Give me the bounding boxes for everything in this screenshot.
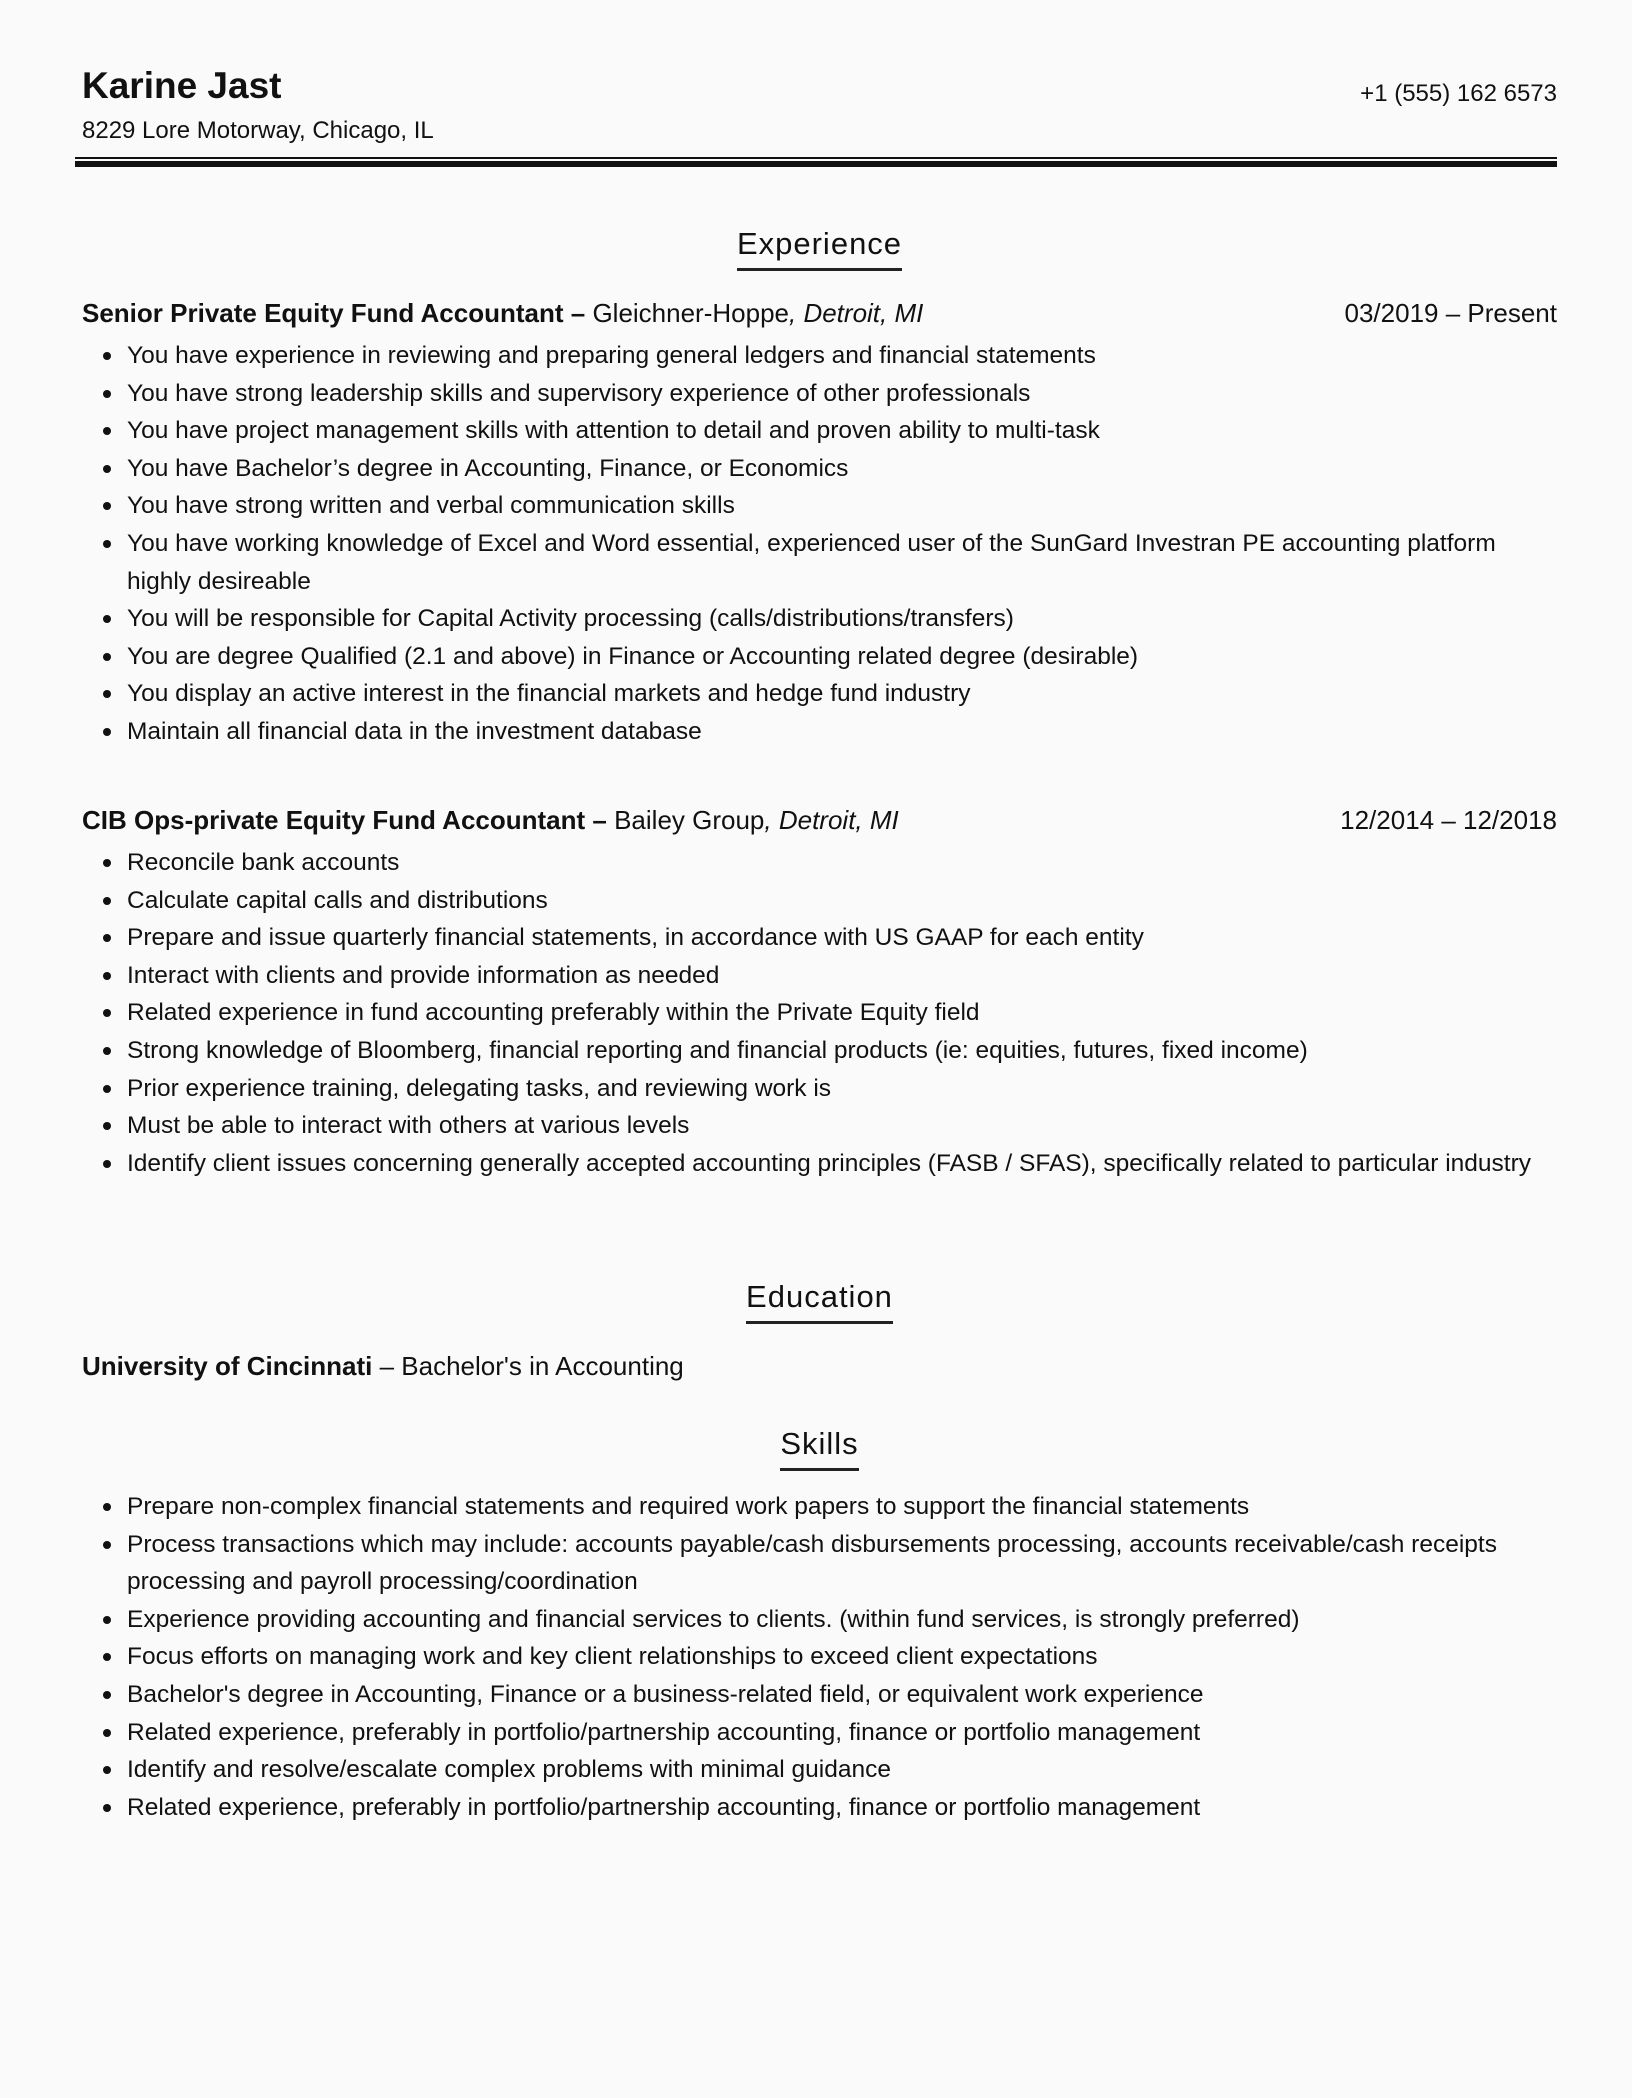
list-item: Must be able to interact with others at various levels: [127, 1107, 1557, 1145]
candidate-address: 8229 Lore Motorway, Chicago, IL: [82, 117, 434, 144]
skills-heading-text: Skills: [780, 1424, 858, 1471]
list-item: Process transactions which may include: accounts payable/cash disbursements processing, accounts receivable/cash receipts processing and payroll processing/coordination: [127, 1526, 1557, 1601]
skills-heading: [82, 1424, 1557, 1471]
list-item: Identify client issues concerning generally accepted accounting principles (FASB / SFAS), specifically related to particular industry: [127, 1145, 1557, 1183]
experience-heading-text: Experience: [737, 224, 902, 271]
list-item: Experience providing accounting and financial services to clients. (within fund services, is strongly preferred): [127, 1601, 1557, 1639]
skills-list: [82, 1488, 1557, 1826]
list-item: Prepare and issue quarterly financial statements, in accordance with US GAAP for each entity: [127, 919, 1557, 957]
list-item: Related experience in fund accounting preferably within the Private Equity field: [127, 994, 1557, 1032]
school-name: University of Cincinnati: [82, 1351, 373, 1381]
skills-section: [82, 1488, 1557, 1826]
list-item: You have strong written and verbal communication skills: [127, 487, 1557, 525]
experience-heading: [82, 224, 1557, 271]
job-entry: [82, 295, 1557, 751]
candidate-name: Karine Jast: [82, 65, 282, 106]
list-item: Prepare non-complex financial statements and required work papers to support the financial statements: [127, 1488, 1557, 1526]
job-entry: [82, 802, 1557, 1182]
list-item: Bachelor's degree in Accounting, Finance or a business-related field, or equivalent work experience: [127, 1676, 1557, 1714]
education-heading: [82, 1277, 1557, 1324]
header-divider-thin: [75, 157, 1557, 159]
list-item: Identify and resolve/escalate complex problems with minimal guidance: [127, 1751, 1557, 1789]
job-company: Gleichner-Hoppe: [585, 298, 789, 328]
list-item: Interact with clients and provide information as needed: [127, 957, 1557, 995]
job-company: Bailey Group: [606, 805, 765, 835]
list-item: You have strong leadership skills and supervisory experience of other professionals: [127, 375, 1557, 413]
list-item: Strong knowledge of Bloomberg, financial reporting and financial products (ie: equities, futures, fixed income): [127, 1032, 1557, 1070]
job-dates: 03/2019 – Present: [1344, 298, 1557, 328]
degree: – Bachelor's in Accounting: [372, 1351, 684, 1381]
list-item: Focus efforts on managing work and key client relationships to exceed client expectations: [127, 1638, 1557, 1676]
header-divider-thick: [75, 161, 1557, 167]
list-item: You have Bachelor’s degree in Accounting, Finance, or Economics: [127, 450, 1557, 488]
list-item: You have working knowledge of Excel and Word essential, experienced user of the SunGard Investran PE accounting platform highly desireable: [127, 525, 1557, 600]
list-item: Related experience, preferably in portfolio/partnership accounting, finance or portfolio management: [127, 1714, 1557, 1752]
list-item: Prior experience training, delegating tasks, and reviewing work is: [127, 1070, 1557, 1108]
job-title: Senior Private Equity Fund Accountant –: [82, 298, 586, 328]
job-dates: 12/2014 – 12/2018: [1340, 805, 1557, 835]
list-item: Related experience, preferably in portfolio/partnership accounting, finance or portfolio management: [127, 1789, 1557, 1827]
education-entry: [82, 1348, 684, 1384]
list-item: You are degree Qualified (2.1 and above) in Finance or Accounting related degree (desirable): [127, 638, 1557, 676]
list-item: You display an active interest in the financial markets and hedge fund industry: [127, 675, 1557, 713]
job-location: , Detroit, MI: [789, 298, 924, 328]
list-item: You have project management skills with attention to detail and proven ability to multi-task: [127, 412, 1557, 450]
job-bullets: [82, 844, 1557, 1182]
list-item: Reconcile bank accounts: [127, 844, 1557, 882]
candidate-phone: +1 (555) 162 6573: [1360, 80, 1557, 107]
job-location: , Detroit, MI: [764, 805, 899, 835]
list-item: Maintain all financial data in the investment database: [127, 713, 1557, 751]
list-item: You have experience in reviewing and preparing general ledgers and financial statements: [127, 337, 1557, 375]
list-item: Calculate capital calls and distributions: [127, 882, 1557, 920]
job-title: CIB Ops-private Equity Fund Accountant –: [82, 805, 607, 835]
job-bullets: [82, 337, 1557, 751]
job-header: [82, 295, 1557, 331]
education-heading-text: Education: [746, 1277, 893, 1324]
job-header: [82, 802, 1557, 838]
list-item: You will be responsible for Capital Activity processing (calls/distributions/transfers): [127, 600, 1557, 638]
